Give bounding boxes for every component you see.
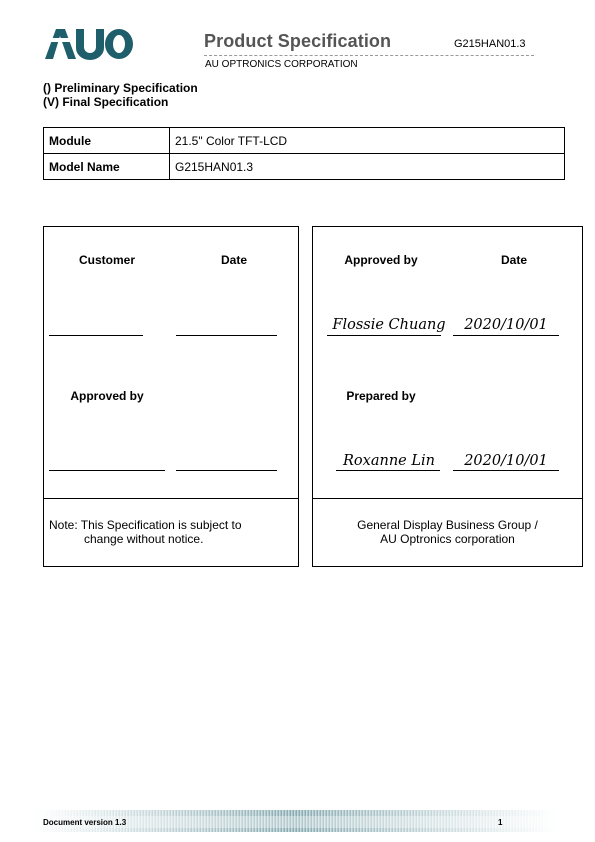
module-label: Module [44,128,170,154]
auo-approval-box [312,226,583,567]
approver-signature-line [327,335,441,336]
preparer-date-line [453,470,559,471]
box-divider [44,498,298,499]
table-row [44,154,565,180]
document-title: Product Specification [204,31,392,51]
customer-label: Customer [78,253,135,267]
preparer-signature: Roxanne Lin [343,453,435,469]
table-row [44,128,565,154]
customer-approver-date-line [176,470,277,471]
approver-date-line [453,335,559,336]
customer-approval-box [43,226,299,567]
customer-date-line [176,335,277,336]
auo-date-label: Date [500,253,527,267]
auo-logo [43,26,135,62]
header-model-code: G215HAN01.3 [454,38,526,50]
customer-approver-line [49,470,165,471]
model-name-value: G215HAN01.3 [170,154,565,180]
box-divider [313,498,582,499]
customer-signature-line [49,335,143,336]
page-number: 1 [498,818,503,827]
document-version: Document version 1.3 [43,818,127,827]
company-name: AU OPTRONICS CORPORATION [205,59,358,70]
note-line-2: change without notice. [84,532,204,546]
preparer-date: 2020/10/01 [464,453,548,469]
prepared-by-label: Prepared by [346,389,416,403]
header-rule [204,55,534,56]
module-value: 21.5" Color TFT-LCD [170,128,565,154]
final-spec-line: (V) Final Specification [43,95,169,109]
auo-approved-by-label: Approved by [344,253,418,267]
note-line-1: Note: This Specification is subject to [49,518,242,532]
customer-date-label: Date [220,253,247,267]
customer-approved-by-label: Approved by [70,389,144,403]
group-line-1: General Display Business Group / [357,518,538,532]
info-table [43,127,565,180]
preparer-signature-line [336,470,440,471]
model-name-label: Model Name [44,154,170,180]
group-line-2: AU Optronics corporation [380,532,515,546]
preliminary-spec-line: () Preliminary Specification [43,81,198,95]
approver-date: 2020/10/01 [464,317,548,333]
approver-signature: Flossie Chuang [332,317,446,333]
